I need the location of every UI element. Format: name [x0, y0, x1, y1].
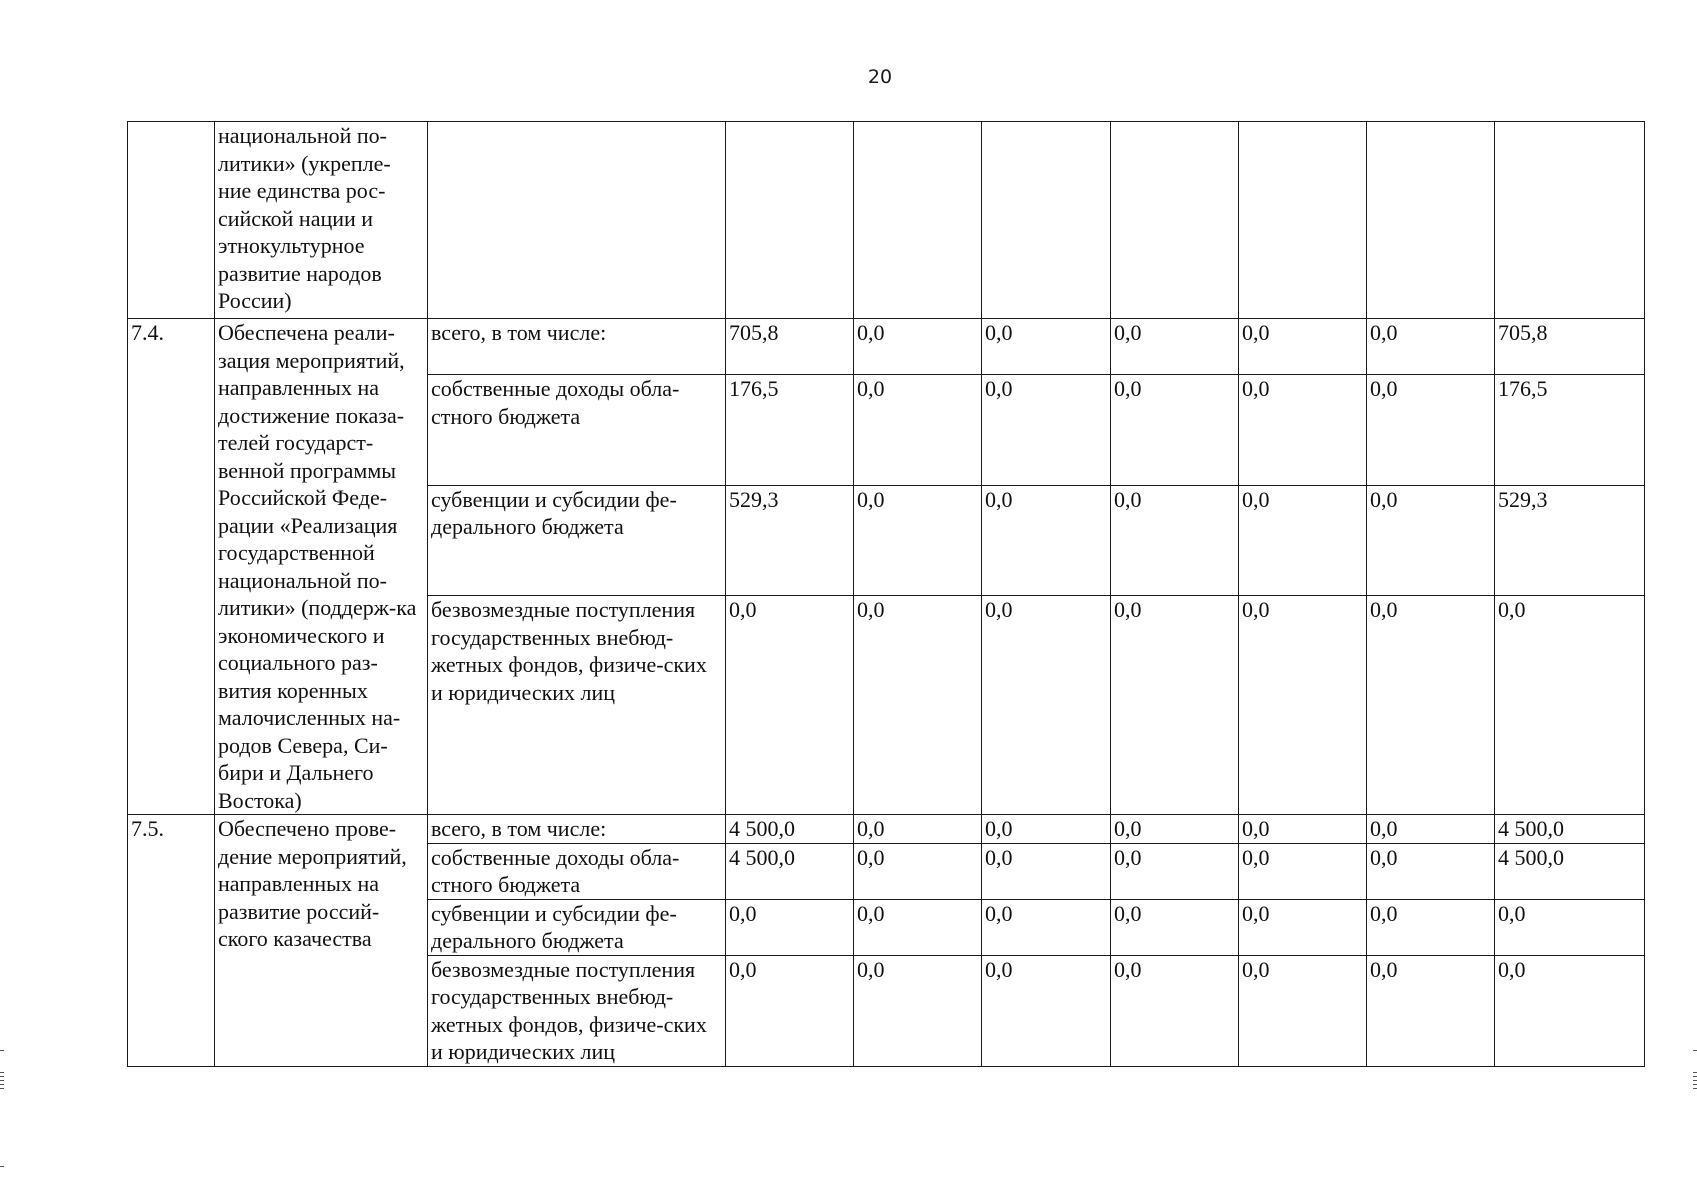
value-cell: 529,3	[726, 485, 854, 595]
value-cell: 0,0	[854, 955, 982, 1066]
value-cell: 0,0	[1495, 596, 1645, 815]
funding-source: собственные доходы обла-стного бюджета	[428, 375, 726, 485]
value-cell: 0,0	[1111, 899, 1239, 955]
value-cell: 0,0	[982, 843, 1111, 899]
table-row-continuation	[128, 122, 1645, 319]
value-cell: 0,0	[1239, 375, 1367, 485]
continuation-number-cell	[128, 122, 215, 319]
budget-table	[127, 121, 1645, 1067]
value-cell: 0,0	[982, 319, 1111, 375]
value-cell: 0,0	[1239, 485, 1367, 595]
value-cell: 0,0	[982, 955, 1111, 1066]
funding-source: субвенции и субсидии фе-дерального бюджета	[428, 485, 726, 595]
continuation-value-cell	[1111, 122, 1239, 319]
value-cell: 4 500,0	[1495, 843, 1645, 899]
continuation-description: национальной по-литики» (укрепле-ние единства рос-сийской нации и этнокультурное развитие народов России)	[218, 123, 391, 313]
value-cell: 0,0	[1111, 485, 1239, 595]
value-cell: 0,0	[1367, 815, 1495, 844]
value-cell: 4 500,0	[726, 843, 854, 899]
funding-source: собственные доходы обла-стного бюджета	[428, 843, 726, 899]
value-cell: 4 500,0	[1495, 815, 1645, 844]
continuation-value-cell	[1239, 122, 1367, 319]
value-cell: 0,0	[854, 319, 982, 375]
continuation-description-cell	[215, 122, 428, 319]
value-cell: 0,0	[1495, 899, 1645, 955]
value-cell: 0,0	[1367, 485, 1495, 595]
value-cell: 0,0	[982, 375, 1111, 485]
value-cell: 0,0	[982, 899, 1111, 955]
value-cell: 0,0	[1239, 596, 1367, 815]
value-cell: 176,5	[726, 375, 854, 485]
funding-source: безвозмездные поступления государственных внебюд-жетных фондов, физиче-ских и юридических лиц	[428, 955, 726, 1066]
value-cell: 0,0	[726, 955, 854, 1066]
table-row	[128, 319, 1645, 375]
value-cell: 0,0	[726, 596, 854, 815]
value-cell: 529,3	[1495, 485, 1645, 595]
value-cell: 0,0	[1111, 843, 1239, 899]
item-description: Обеспечено прове-дение мероприятий, направленных на развитие россий-ского казачества	[215, 815, 428, 1067]
value-cell: 0,0	[1495, 955, 1645, 1066]
value-cell: 0,0	[1239, 899, 1367, 955]
value-cell: 0,0	[854, 596, 982, 815]
budget-groups	[128, 319, 1645, 1067]
table-row	[128, 815, 1645, 844]
value-cell: 0,0	[982, 815, 1111, 844]
value-cell: 0,0	[1239, 815, 1367, 844]
funding-source: всего, в том числе:	[428, 319, 726, 375]
continuation-value-cell	[726, 122, 854, 319]
value-cell: 0,0	[1239, 843, 1367, 899]
continuation-source-cell	[428, 122, 726, 319]
value-cell: 0,0	[1367, 899, 1495, 955]
value-cell: 0,0	[854, 899, 982, 955]
value-cell: 0,0	[1239, 955, 1367, 1066]
item-description: Обеспечена реали-зация мероприятий, направленных на достижение показа-телей государст-венной программы Российской Феде-рации «Реализация государственной национальной по-литики» (поддерж-ка экономического и социального раз-вития коренных малочисленных на-родов Севера, Си-бири и Дальнего Востока)	[215, 319, 428, 815]
continuation-value-cell	[1367, 122, 1495, 319]
funding-source: безвозмездные поступления государственных внебюд-жетных фондов, физиче-ских и юридических лиц	[428, 596, 726, 815]
value-cell: 0,0	[854, 843, 982, 899]
value-cell: 0,0	[726, 899, 854, 955]
value-cell: 0,0	[854, 375, 982, 485]
continuation-value-cell	[1495, 122, 1645, 319]
value-cell: 0,0	[1111, 955, 1239, 1066]
value-cell: 0,0	[1111, 375, 1239, 485]
value-cell: 0,0	[1367, 596, 1495, 815]
value-cell: 0,0	[1239, 319, 1367, 375]
page-number: 20	[867, 66, 893, 88]
value-cell: 0,0	[854, 815, 982, 844]
value-cell: 0,0	[1111, 815, 1239, 844]
value-cell: 0,0	[1367, 955, 1495, 1066]
value-cell: 0,0	[1367, 375, 1495, 485]
value-cell: 0,0	[1367, 843, 1495, 899]
funding-source: субвенции и субсидии фе-дерального бюджета	[428, 899, 726, 955]
value-cell: 0,0	[1367, 319, 1495, 375]
value-cell: 705,8	[1495, 319, 1645, 375]
item-number: 7.5.	[128, 815, 215, 1067]
value-cell: 0,0	[1111, 319, 1239, 375]
value-cell: 705,8	[726, 319, 854, 375]
continuation-value-cell	[854, 122, 982, 319]
value-cell: 0,0	[1111, 596, 1239, 815]
value-cell: 0,0	[854, 485, 982, 595]
item-number: 7.4.	[128, 319, 215, 815]
scan-edge-marks-right	[1693, 1050, 1697, 1170]
value-cell: 0,0	[982, 596, 1111, 815]
value-cell: 0,0	[982, 485, 1111, 595]
continuation-value-cell	[982, 122, 1111, 319]
funding-source: всего, в том числе:	[428, 815, 726, 844]
value-cell: 4 500,0	[726, 815, 854, 844]
scan-edge-marks-left	[0, 1050, 4, 1170]
value-cell: 176,5	[1495, 375, 1645, 485]
